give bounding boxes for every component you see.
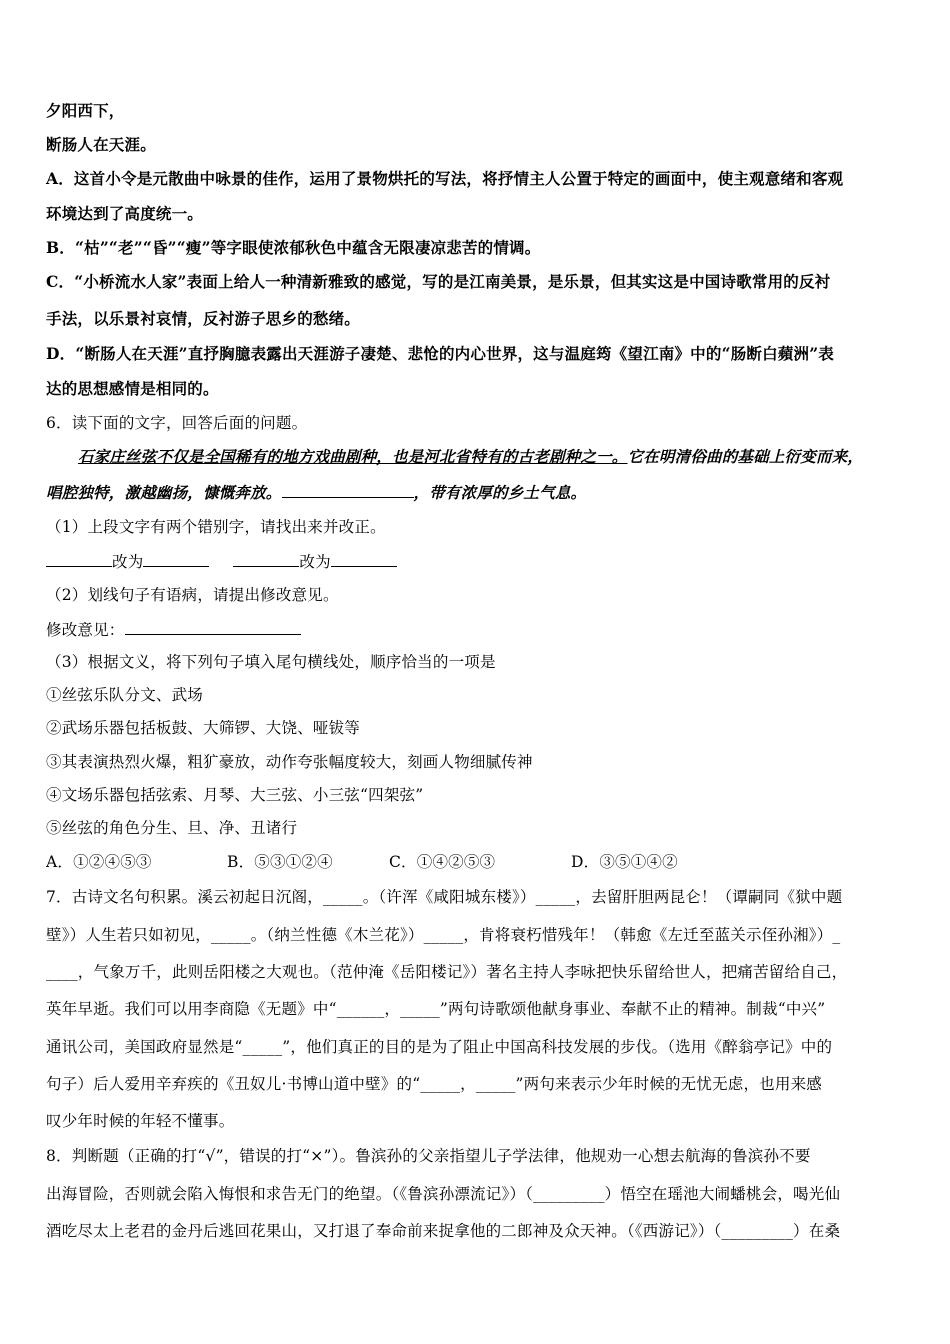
change-to-label: 改为 bbox=[299, 553, 331, 571]
passage-text: 唱腔独特，激越幽扬，慷慨奔放。 bbox=[46, 483, 282, 502]
question-7-line: 壁》）人生若只如初见，_____。（纳兰性德《木兰花》）_____，肯将衰朽惜残年！（韩愈《左迁至蓝关示侄孙湘》）_ bbox=[46, 926, 841, 944]
revise-label: 修改意见： bbox=[46, 621, 125, 639]
revise-blank[interactable] bbox=[125, 618, 301, 635]
sentence-item: ④文场乐器包括弦索、月琴、大三弦、小三弦“四架弦” bbox=[46, 786, 424, 804]
poem-line: 夕阳西下， bbox=[46, 101, 125, 120]
passage-line-2 bbox=[46, 481, 586, 504]
sentence-item: ①丝弦乐队分文、武场 bbox=[46, 686, 204, 704]
question-8-line: 酒吃尽太上老君的金丹后逃回花果山，又打退了奉命前来捉拿他的二郎神及众天神。（《西游记》）（_________）在桑 bbox=[46, 1222, 841, 1240]
revise-row bbox=[46, 618, 301, 641]
fill-blank[interactable] bbox=[282, 481, 414, 498]
passage-text: 它在明清俗曲的基础上衍变而来， bbox=[627, 447, 864, 466]
question-7-line: 7．古诗文名句积累。溪云初起日沉阁，_____。（许浑《咸阳城东楼》）_____，去留肝胆两昆仑！（谭嗣同《狱中题 bbox=[46, 888, 843, 906]
subquestion-3: （3）根据文义，将下列句子填入尾句横线处，顺序恰当的一项是 bbox=[46, 653, 496, 671]
question-7-line: 句子）后人爱用辛弃疾的《丑奴儿·书博山道中壁》的“_____，_____”两句来表示少年时候的无忧无虑，也用来感 bbox=[46, 1075, 822, 1093]
option-a-text-cont: 环境达到了高度统一。 bbox=[46, 204, 204, 223]
choice-a[interactable]: A．①②④⑤③ bbox=[46, 853, 152, 871]
choice-d[interactable]: D．③⑤①④② bbox=[571, 853, 678, 871]
wrong-char-blank[interactable] bbox=[46, 550, 112, 567]
question-7-line: 叹少年时候的年轻不懂事。 bbox=[46, 1112, 235, 1130]
option-b-text: B．“枯”“老”“昏”“瘦”等字眼使浓郁秋色中蕴含无限凄凉悲苦的情调。 bbox=[46, 238, 541, 257]
subquestion-2: （2）划线句子有语病，请提出修改意见。 bbox=[46, 586, 339, 604]
passage-text: ，带有浓厚的乡土气息。 bbox=[413, 483, 587, 502]
option-d-text-cont: 达的思想感情是相同的。 bbox=[46, 379, 219, 398]
subquestion-1: （1）上段文字有两个错别字，请找出来并改正。 bbox=[46, 518, 386, 536]
poem-line: 断肠人在天涯。 bbox=[46, 135, 156, 154]
wrong-char-blank[interactable] bbox=[233, 550, 299, 567]
correction-row bbox=[46, 550, 397, 573]
correct-char-blank[interactable] bbox=[143, 550, 209, 567]
question-8-line: 8．判断题（正确的打“√”，错误的打“×”）。鲁滨孙的父亲指望儿子学法律，他规劝一心想去航海的鲁滨孙不要 bbox=[46, 1147, 811, 1165]
sentence-item: ⑤丝弦的角色分生、旦、净、丑诸行 bbox=[46, 819, 298, 837]
sentence-item: ③其表演热烈火爆，粗犷豪放，动作夸张幅度较大，刻画人物细腻传神 bbox=[46, 753, 533, 771]
sentence-item: ②武场乐器包括板鼓、大筛锣、大饶、哑钹等 bbox=[46, 719, 361, 737]
question-8-line: 出海冒险，否则就会陷入悔恨和求告无门的绝望。（《鲁滨孙漂流记》）（_________）悟空在瑶池大闹蟠桃会，喝光仙 bbox=[46, 1185, 841, 1203]
passage-line-1 bbox=[78, 446, 863, 468]
question-7-line: ____，气象万千，此则岳阳楼之大观也。（范仲淹《岳阳楼记》）著名主持人李咏把快乐留给世人，把痛苦留给自己， bbox=[46, 963, 848, 981]
question-7-line: 通讯公司，美国政府显然是“_____”，他们真正的目的是为了阻止中国高科技发展的步伐。（选用《醉翁亭记》中的 bbox=[46, 1038, 833, 1056]
question-7-line: 英年早逝。我们可以用李商隐《无题》中“______，_____”两句诗歌颂他献身事业、奉献不止的精神。制裁“中兴” bbox=[46, 1000, 826, 1018]
option-c-text-cont: 手法，以乐景衬哀情，反衬游子思乡的愁绪。 bbox=[46, 309, 361, 328]
option-a-text: A．这首小令是元散曲中咏景的佳作，运用了景物烘托的写法，将抒情主人公置于特定的画面中，使主观意绪和客观 bbox=[46, 169, 844, 188]
underlined-sentence: 石家庄丝弦不仅是全国稀有的地方戏曲剧种，也是河北省特有的古老剧种之一。 bbox=[78, 447, 628, 466]
change-to-label: 改为 bbox=[112, 553, 144, 571]
correct-char-blank[interactable] bbox=[331, 550, 397, 567]
choice-b[interactable]: B．⑤③①②④ bbox=[227, 853, 333, 871]
question-6-stem: 6．读下面的文字，回答后面的问题。 bbox=[46, 414, 308, 432]
choice-c[interactable]: C．①④②⑤③ bbox=[389, 853, 496, 871]
option-d-text: D．“断肠人在天涯”直抒胸臆表露出天涯游子凄楚、悲怆的内心世界，这与温庭筠《望江南》中的“肠断白蘋洲”表 bbox=[46, 344, 835, 363]
option-c-text: C．“小桥流水人家”表面上给人一种清新雅致的感觉，写的是江南美景，是乐景，但其实这是中国诗歌常用的反衬 bbox=[46, 272, 831, 291]
